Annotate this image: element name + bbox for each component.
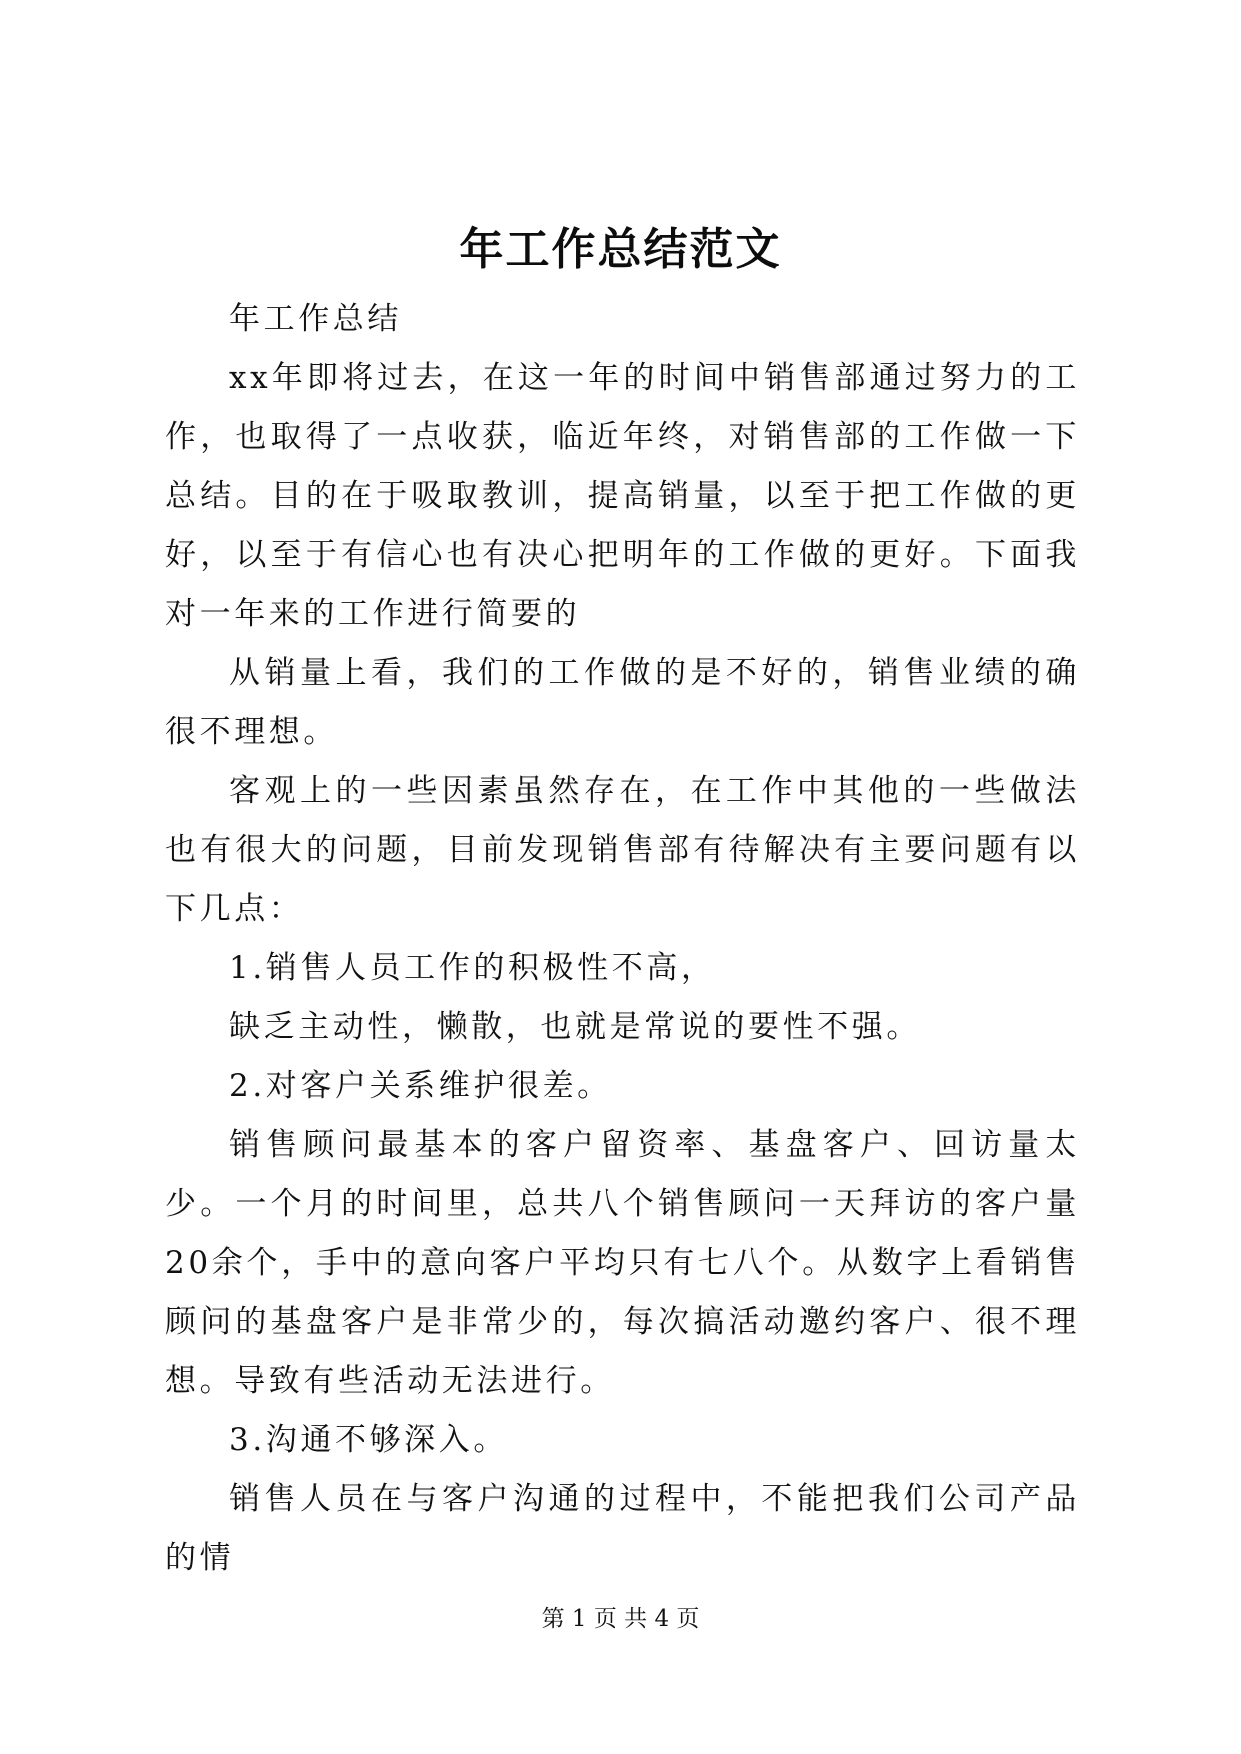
paragraph: 客观上的一些因素虽然存在，在工作中其他的一些做法也有很大的问题，目前发现销售部有待解决有主要问题有以下几点： xyxy=(165,773,1080,927)
paragraph: 缺乏主动性，懒散，也就是常说的要性不强。 xyxy=(229,1009,921,1045)
document-title: 年工作总结范文 xyxy=(459,224,782,275)
list-item: 1.销售人员工作的积极性不高， xyxy=(229,950,716,986)
page-footer xyxy=(0,1604,1241,1634)
paragraph: 从销量上看，我们的工作做的是不好的，销售业绩的确很不理想。 xyxy=(165,655,1080,750)
list-item: 2.对客户关系维护很差。 xyxy=(229,1068,612,1104)
document-body xyxy=(165,290,1080,1588)
paragraph: xx年即将过去，在这一年的时间中销售部通过努力的工作，也取得了一点收获，临近年终，对销售部的工作做一下总结。目的在于吸取教训，提高销量，以至于把工作做的更好，以至于有信心也有决心把明年的工作做的更好。下面我对一年来的工作进行简要的 xyxy=(165,360,1080,632)
paragraph: 销售人员在与客户沟通的过程中，不能把我们公司产品的情 xyxy=(165,1481,1080,1576)
paragraph: 销售顾问最基本的客户留资率、基盘客户、回访量太少。一个月的时间里，总共八个销售顾问一天拜访的客户量20余个，手中的意向客户平均只有七八个。从数字上看销售顾问的基盘客户是非常少的，每次搞活动邀约客户、很不理想。导致有些活动无法进行。 xyxy=(165,1127,1080,1399)
paragraph-heading: 年工作总结 xyxy=(229,301,402,337)
page-number: 第 1 页 共 4 页 xyxy=(541,1606,700,1632)
list-item: 3.沟通不够深入。 xyxy=(229,1422,508,1458)
